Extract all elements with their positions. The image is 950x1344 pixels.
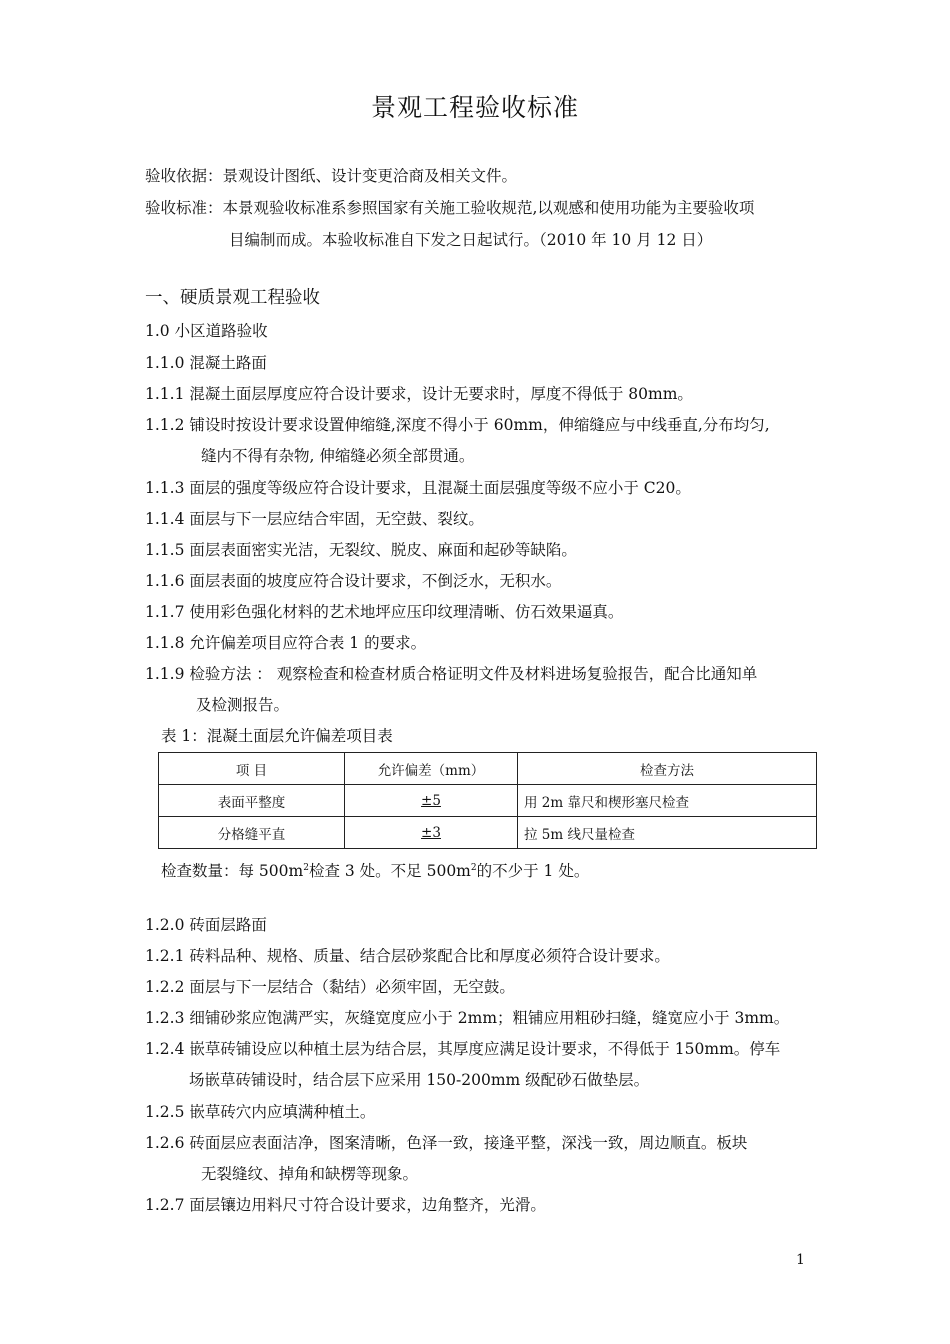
clause-1-1-1: 1.1.1 混凝土面层厚度应符合设计要求，设计无要求时，厚度不得低于 80mm。: [145, 385, 693, 403]
clause-1-1-5: 1.1.5 面层表面密实光洁，无裂纹、脱皮、麻面和起砂等缺陷。: [145, 541, 577, 559]
clause-1-1-9-line2: 及检测报告。: [196, 696, 290, 714]
clause-1-1-6: 1.1.6 面层表面的坡度应符合设计要求，不倒泛水，无积水。: [145, 572, 562, 590]
table-caption: 表 1：混凝土面层允许偏差项目表: [161, 727, 393, 745]
cell-item: 表面平整度: [159, 785, 345, 817]
page-title: 景观工程验收标准: [370, 93, 579, 122]
section-heading-hard-landscape: 一、硬质景观工程验收: [145, 288, 320, 308]
clause-1-1-9-line1: 1.1.9 检验方法 ： 观察检查和检查材质合格证明文件及材料进场复验报告，配合比通知单: [145, 665, 758, 683]
table-row: [159, 785, 817, 817]
tolerance-table: [158, 752, 817, 849]
acceptance-standard-line2: 目编制而成。本验收标准自下发之日起试行。（2010 年 10 月 12 日）: [229, 231, 713, 249]
page-number: 1: [796, 1252, 805, 1268]
clause-1-2-7: 1.2.7 面层镶边用料尺寸符合设计要求，边角整齐，光滑。: [145, 1196, 546, 1214]
header-item: 项 目: [159, 753, 345, 785]
quantity-superscript-2: 2: [470, 863, 477, 873]
header-method: 检查方法: [518, 753, 817, 785]
header-tolerance: 允许偏差（mm）: [345, 753, 518, 785]
clause-1-2-2: 1.2.2 面层与下一层结合（黏结）必须牢固，无空鼓。: [145, 978, 515, 996]
clause-1-2-5: 1.2.5 嵌草砖穴内应填满种植土。: [145, 1103, 376, 1121]
cell-method: 用 2m 靠尺和楔形塞尺检查: [518, 785, 817, 817]
clause-1-2-6-line1: 1.2.6 砖面层应表面洁净，图案清晰，色泽一致，接逢平整，深浅一致，周边顺直。板块: [145, 1134, 748, 1152]
quantity-superscript-1: 2: [303, 863, 309, 873]
quantity-text-c: 的不少于 1 处。: [476, 862, 590, 881]
clause-1-1-4: 1.1.4 面层与下一层应结合牢固，无空鼓、裂纹。: [145, 510, 484, 528]
clause-1-2-4-line1: 1.2.4 嵌草砖铺设应以种植土层为结合层，其厚度应满足设计要求，不得低于 150mm。停车: [145, 1040, 781, 1058]
cell-tolerance: [345, 785, 518, 817]
tolerance-value: ±5: [421, 792, 441, 809]
clause-1-2-4-line2: 场嵌草砖铺设时，结合层下应采用 150-200mm 级配砂石做垫层。: [189, 1071, 650, 1089]
acceptance-standard-line1: 验收标准：本景观验收标准系参照国家有关施工验收规范,以观感和使用功能为主要验收项: [145, 199, 755, 217]
quantity-text-b: 检查 3 处。不足 500m: [308, 862, 471, 881]
clause-1-2-3: 1.2.3 细铺砂浆应饱满严实，灰缝宽度应小于 2mm；粗铺应用粗砂扫缝，缝宽应小于 3mm。: [145, 1009, 790, 1027]
tolerance-value: ±3: [421, 824, 441, 841]
inspection-quantity: [161, 858, 589, 881]
clause-1-1-2-line2: 缝内不得有杂物, 伸缩缝必须全部贯通。: [201, 447, 475, 465]
cell-method: 拉 5m 线尺量检查: [518, 817, 817, 849]
clause-1-2-1: 1.2.1 砖料品种、规格、质量、结合层砂浆配合比和厚度必须符合设计要求。: [145, 947, 670, 965]
clause-1-0: 1.0 小区道路验收: [145, 322, 268, 340]
clause-1-1-8: 1.1.8 允许偏差项目应符合表 1 的要求。: [145, 634, 427, 652]
table-header-row: [159, 753, 817, 785]
clause-1-2-6-line2: 无裂缝纹、掉角和缺楞等现象。: [201, 1165, 419, 1183]
clause-1-1-3: 1.1.3 面层的强度等级应符合设计要求，且混凝土面层强度等级不应小于 C20。: [145, 479, 691, 497]
clause-1-1-2-line1: 1.1.2 铺设时按设计要求设置伸缩缝,深度不得小于 60mm，伸缩缝应与中线垂直,分布均匀,: [145, 416, 770, 434]
quantity-text-a: 检查数量：每 500m: [161, 862, 304, 881]
clause-1-1-7: 1.1.7 使用彩色强化材料的艺术地坪应压印纹理清晰、仿石效果逼真。: [145, 603, 624, 621]
acceptance-basis: 验收依据：景观设计图纸、设计变更洽商及相关文件。: [145, 167, 518, 185]
table-row: [159, 817, 817, 849]
clause-1-1-0: 1.1.0 混凝土路面: [145, 354, 267, 372]
cell-tolerance: [345, 817, 518, 849]
cell-item: 分格缝平直: [159, 817, 345, 849]
clause-1-2-0: 1.2.0 砖面层路面: [145, 916, 267, 934]
